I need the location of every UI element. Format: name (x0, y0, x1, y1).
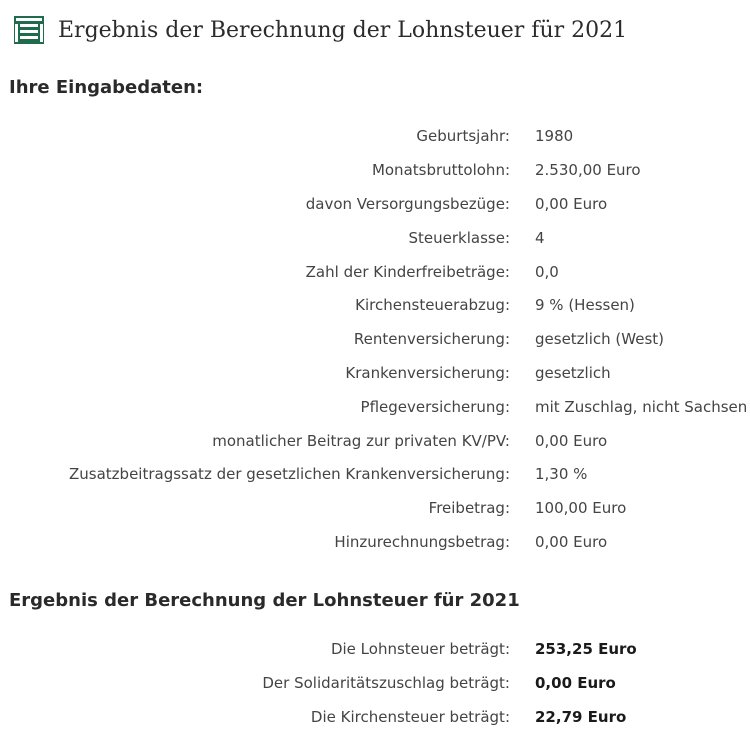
table-row (0, 666, 750, 700)
calculator-icon (12, 13, 46, 47)
table-row (0, 187, 750, 221)
row-label: Zusatzbeitragssatz der gesetzlichen Krankenversicherung: (69, 465, 510, 483)
table-row (0, 119, 750, 153)
table-row (0, 632, 750, 666)
table-row (0, 153, 750, 187)
row-value: 1980 (535, 127, 574, 145)
row-label: Kirchensteuerabzug: (355, 296, 510, 314)
table-row (0, 491, 750, 525)
table-row (0, 356, 750, 390)
row-label: Hinzurechnungsbetrag: (334, 533, 510, 551)
table-row (0, 322, 750, 356)
row-value: 253,25 Euro (535, 640, 637, 658)
inputs-heading: Ihre Eingabedaten: (9, 77, 204, 98)
table-row (0, 424, 750, 458)
table-row (0, 457, 750, 491)
row-label: Rentenversicherung: (353, 330, 510, 348)
row-label: Der Solidaritätszuschlag beträgt: (262, 674, 510, 692)
table-row (0, 390, 750, 424)
row-value: 0,00 Euro (535, 432, 608, 450)
row-label: Pflegeversicherung: (360, 398, 510, 416)
row-value: gesetzlich (West) (535, 330, 664, 348)
row-value: 0,00 Euro (535, 533, 608, 551)
row-label: Steuerklasse: (408, 229, 510, 247)
row-value: 4 (535, 229, 545, 247)
row-label: Krankenversicherung: (345, 364, 510, 382)
table-row (0, 525, 750, 559)
table-row (0, 288, 750, 322)
row-label: Monatsbruttolohn: (371, 161, 510, 179)
row-label: Geburtsjahr: (416, 127, 510, 145)
row-value: 9 % (Hessen) (535, 296, 635, 314)
row-value: 1,30 % (535, 465, 588, 483)
row-value: 2.530,00 Euro (535, 161, 641, 179)
row-value: 0,0 (535, 263, 559, 281)
row-value: 0,00 Euro (535, 674, 616, 692)
table-row (0, 221, 750, 255)
row-label: monatlicher Beitrag zur privaten KV/PV: (212, 432, 510, 450)
row-value: gesetzlich (535, 364, 611, 382)
row-value: mit Zuschlag, nicht Sachsen (535, 398, 748, 416)
table-row (0, 255, 750, 289)
row-label: Die Lohnsteuer beträgt: (330, 640, 510, 658)
row-value: 0,00 Euro (535, 195, 608, 213)
row-label: Zahl der Kinderfreibeträge: (305, 263, 510, 281)
row-value: 22,79 Euro (535, 708, 627, 726)
row-label: Die Kirchensteuer beträgt: (310, 708, 510, 726)
row-label: davon Versorgungsbezüge: (305, 195, 510, 213)
page-header (12, 10, 627, 50)
result-heading: Ergebnis der Berechnung der Lohnsteuer für 2021 (9, 590, 520, 611)
row-value: 100,00 Euro (535, 499, 627, 517)
table-row (0, 700, 750, 734)
row-label: Freibetrag: (428, 499, 510, 517)
page-title: Ergebnis der Berechnung der Lohnsteuer für 2021 (58, 17, 628, 43)
